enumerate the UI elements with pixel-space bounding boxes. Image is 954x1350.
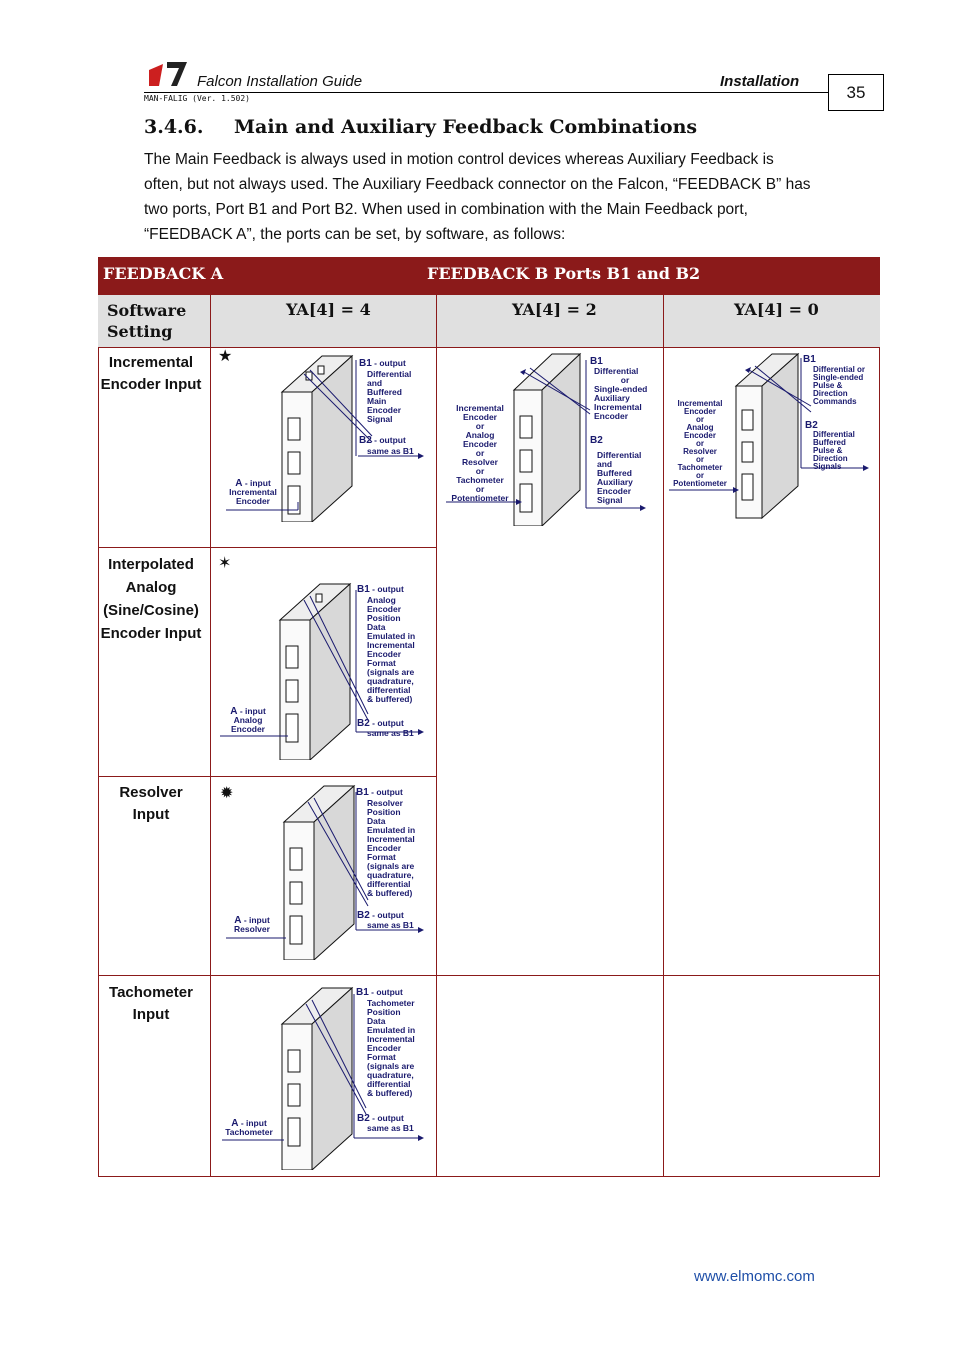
desc-line: Emulated in	[367, 1025, 416, 1035]
a-port: A	[235, 478, 243, 489]
desc-line: Signals	[813, 462, 842, 471]
a-port: A	[231, 1118, 239, 1129]
software-setting-line: Setting	[107, 322, 173, 341]
desc-line: Resolver	[683, 447, 717, 456]
desc-line: & buffered)	[367, 888, 413, 898]
feedback-b-header: FEEDBACK B Ports B1 and B2	[427, 264, 701, 283]
intro-line: “FEEDBACK A”, the ports can be set, by software, as follows:	[144, 226, 566, 243]
desc-line: Emulated in	[367, 631, 416, 641]
desc-line: Incremental	[456, 403, 504, 413]
elmo-logo	[147, 58, 189, 88]
b1-description	[367, 999, 415, 1098]
document-title: Falcon Installation Guide	[197, 73, 363, 90]
desc-line: quadrature,	[367, 1070, 414, 1080]
b1-label	[357, 585, 404, 594]
desc-line: Buffered	[813, 438, 846, 447]
page-number: 35	[828, 74, 884, 111]
desc-line: Auxiliary	[597, 477, 633, 487]
section-title: Main and Auxiliary Feedback Combinations	[234, 116, 698, 138]
desc-line: Encoder	[235, 496, 270, 506]
desc-line: (signals are	[367, 1061, 415, 1071]
b2-port: B2	[357, 910, 370, 921]
a-suffix: - input	[238, 1118, 267, 1128]
desc-line: Resolver	[462, 457, 498, 467]
desc-line: Incremental	[229, 487, 277, 497]
desc-line: Buffered	[597, 468, 632, 478]
table-divider	[436, 295, 437, 1177]
desc-line: Signal	[367, 414, 393, 424]
desc-line: or	[475, 484, 485, 494]
b2-port: B2	[359, 435, 372, 446]
desc-line: Differential or	[813, 365, 866, 374]
manual-version: MAN-FALIG (Ver. 1.502)	[144, 94, 250, 103]
desc-line: or	[696, 415, 704, 424]
b2-description: same as B1	[367, 728, 414, 738]
desc-line: Emulated in	[367, 825, 416, 835]
b2-port: B2	[357, 718, 370, 729]
desc-line: Encoder	[462, 412, 497, 422]
feedback-a-header: FEEDBACK A	[103, 264, 224, 283]
b1-label	[356, 988, 403, 997]
burst-star-icon: ✹	[220, 785, 234, 802]
col-header-ya4-4: YA[4] = 4	[286, 300, 371, 319]
desc-line: Differential	[813, 430, 855, 439]
desc-line: differential	[367, 1079, 411, 1089]
desc-line: Analog	[465, 430, 495, 440]
desc-line: Analog	[367, 595, 396, 605]
a-port: A	[234, 915, 242, 926]
b2-description: same as B1	[367, 920, 414, 930]
b1-suffix: - output	[369, 584, 404, 594]
b2-port: B2	[590, 435, 603, 446]
a-label	[222, 707, 274, 734]
desc-line: Incremental	[367, 640, 415, 650]
b2-label	[357, 1114, 404, 1123]
desc-line: Tachometer	[677, 463, 723, 472]
desc-line: Analog	[233, 715, 263, 725]
b2-description: same as B1	[367, 446, 414, 456]
a-label	[224, 479, 282, 506]
desc-line: Format	[367, 1052, 396, 1062]
star-symbol-icon: ★	[218, 348, 233, 365]
desc-line: Tachometer	[225, 1127, 273, 1137]
desc-line: Encoder	[230, 724, 265, 734]
desc-line: Encoder	[462, 439, 497, 449]
desc-line: Differential	[597, 450, 642, 460]
desc-line: Encoder	[683, 407, 716, 416]
b1-label	[356, 788, 403, 797]
desc-line: Position	[367, 613, 401, 623]
row-label-line: (Sine/Cosine)	[103, 602, 199, 619]
section-number: 3.4.6.	[144, 116, 204, 138]
desc-line: Analog	[686, 423, 714, 432]
desc-line: Incremental	[594, 402, 642, 412]
a-suffix: - input	[237, 706, 266, 716]
desc-line: Encoder	[683, 431, 716, 440]
desc-line: Data	[367, 816, 386, 826]
desc-line: or	[620, 375, 630, 385]
table-divider	[98, 547, 437, 548]
row-label-line: Analog	[125, 579, 177, 596]
desc-line: Buffered	[367, 387, 402, 397]
desc-line: & buffered)	[367, 694, 413, 704]
b1-port: B1	[357, 584, 370, 595]
six-point-star-icon: ✶	[218, 555, 232, 572]
b2-description	[813, 431, 855, 471]
a-label	[220, 1119, 278, 1137]
b2-suffix: - output	[369, 718, 404, 728]
table-header-bar	[98, 257, 880, 295]
desc-line: Encoder	[367, 649, 402, 659]
desc-line: or	[475, 466, 485, 476]
b2-label	[359, 436, 406, 445]
b1-suffix: - output	[368, 987, 403, 997]
table-divider	[98, 776, 437, 777]
ya2-input-options	[446, 404, 514, 503]
desc-line: Commands	[813, 397, 857, 406]
software-setting-line: Software	[107, 301, 187, 320]
b1-description	[367, 370, 411, 424]
desc-line: or	[696, 455, 704, 464]
desc-line: Direction	[813, 454, 848, 463]
desc-line: Encoder	[367, 843, 402, 853]
row-label-incremental	[96, 352, 206, 396]
b1-description	[367, 799, 415, 898]
desc-line: Encoder	[367, 604, 402, 614]
a-label	[226, 916, 278, 934]
row-label-line: Encoder Input	[100, 625, 202, 642]
desc-line: Single-ended	[813, 373, 864, 382]
b1-description	[594, 367, 656, 421]
row-label-line: Tachometer	[109, 984, 193, 1001]
desc-line: Resolver	[367, 798, 403, 808]
desc-line: differential	[367, 879, 411, 889]
b2-label	[357, 911, 404, 920]
b1-label	[359, 359, 406, 368]
intro-line: The Main Feedback is always used in motion control devices whereas Auxiliary Feedback is	[144, 151, 774, 168]
desc-line: or	[696, 439, 704, 448]
intro-paragraph	[144, 147, 844, 247]
desc-line: (signals are	[367, 667, 415, 677]
desc-line: and	[597, 459, 613, 469]
desc-line: Encoder	[367, 1043, 402, 1053]
desc-line: Potentiometer	[451, 493, 509, 503]
row-label-interpolated	[96, 553, 206, 645]
desc-line: Tachometer	[367, 998, 415, 1008]
b2-description: same as B1	[367, 1123, 414, 1133]
row-label-tachometer	[96, 982, 206, 1026]
desc-line: and	[367, 378, 383, 388]
desc-line: or	[475, 421, 485, 431]
desc-line: differential	[367, 685, 411, 695]
desc-line: or	[696, 471, 704, 480]
b1-suffix: - output	[368, 787, 403, 797]
desc-line: Single-ended	[594, 384, 648, 394]
desc-line: Incremental	[367, 1034, 415, 1044]
row-label-line: Encoder Input	[100, 376, 202, 393]
desc-line: Pulse &	[813, 381, 843, 390]
table-divider	[210, 295, 211, 1177]
software-setting-header	[107, 300, 186, 342]
table-divider	[98, 347, 880, 348]
row-label-line: Input	[132, 1006, 170, 1023]
desc-line: Differential	[367, 369, 412, 379]
a-port: A	[230, 706, 238, 717]
b2-description	[597, 451, 641, 505]
desc-line: quadrature,	[367, 870, 414, 880]
col-header-ya4-0: YA[4] = 0	[734, 300, 819, 319]
desc-line: Pulse &	[813, 446, 843, 455]
row-label-line: Incremental	[108, 354, 194, 371]
table-divider	[98, 975, 880, 976]
table-divider	[663, 295, 664, 1177]
row-label-line: Interpolated	[108, 556, 194, 573]
b1-port: B1	[803, 354, 816, 365]
desc-line: Differential	[594, 366, 639, 376]
header-rule	[144, 92, 828, 93]
desc-line: Data	[367, 622, 386, 632]
desc-line: Direction	[813, 389, 848, 398]
b1-description	[367, 596, 415, 704]
ya0-input-options	[668, 400, 732, 488]
b1-port: B1	[359, 358, 372, 369]
desc-line: Format	[367, 852, 396, 862]
intro-line: often, but not always used. The Auxiliary Feedback connector on the Falcon, “FEEDBACK B” has	[144, 176, 811, 193]
desc-line: or	[475, 448, 485, 458]
b2-label	[357, 719, 404, 728]
desc-line: Incremental	[367, 834, 415, 844]
b1-port: B1	[356, 987, 369, 998]
a-suffix: - input	[242, 478, 271, 488]
desc-line: Encoder	[597, 486, 632, 496]
desc-line: (signals are	[367, 861, 415, 871]
a-suffix: - input	[241, 915, 270, 925]
desc-line: Position	[367, 807, 401, 817]
col-header-ya4-2: YA[4] = 2	[512, 300, 597, 319]
desc-line: Encoder	[367, 405, 402, 415]
desc-line: & buffered)	[367, 1088, 413, 1098]
row-label-line: Resolver	[119, 784, 183, 801]
b2-port: B2	[357, 1113, 370, 1124]
row-label-line: Input	[132, 806, 170, 823]
row-label-resolver	[96, 782, 206, 826]
desc-line: Data	[367, 1016, 386, 1026]
desc-line: quadrature,	[367, 676, 414, 686]
desc-line: Resolver	[234, 924, 270, 934]
b1-description	[813, 366, 865, 406]
intro-line: two ports, Port B1 and Port B2. When used in combination with the Main Feedback port,	[144, 201, 748, 218]
header-section-name: Installation	[720, 73, 800, 90]
b1-port: B1	[590, 356, 603, 367]
desc-line: Potentiometer	[673, 479, 727, 488]
b2-suffix: - output	[369, 1113, 404, 1123]
desc-line: Auxiliary	[594, 393, 630, 403]
desc-line: Format	[367, 658, 396, 668]
b1-port: B1	[356, 787, 369, 798]
b2-port: B2	[805, 420, 818, 431]
desc-line: Encoder	[594, 411, 629, 421]
b2-suffix: - output	[369, 910, 404, 920]
b1-suffix: - output	[371, 358, 406, 368]
desc-line: Signal	[597, 495, 623, 505]
footer-website-link[interactable]: www.elmomc.com	[694, 1268, 815, 1285]
b2-suffix: - output	[371, 435, 406, 445]
desc-line: Position	[367, 1007, 401, 1017]
desc-line: Incremental	[677, 399, 723, 408]
desc-line: Tachometer	[456, 475, 504, 485]
desc-line: Main	[367, 396, 387, 406]
